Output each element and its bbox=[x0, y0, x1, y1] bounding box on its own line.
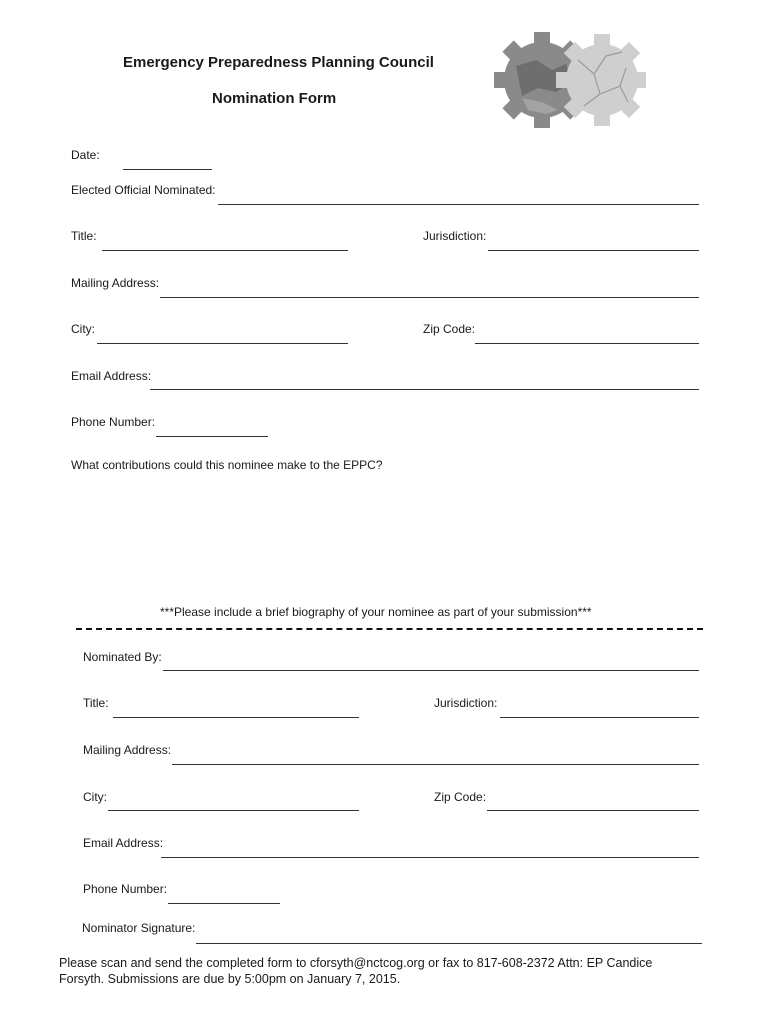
contributions-question: What contributions could this nominee make to the EPPC? bbox=[71, 458, 383, 472]
nominator-zip-code-field[interactable] bbox=[487, 810, 699, 811]
official-nominated-label: Elected Official Nominated: bbox=[71, 183, 216, 197]
nominator-city-field[interactable] bbox=[108, 810, 359, 811]
city-field[interactable] bbox=[97, 343, 348, 344]
official-nominated-field[interactable] bbox=[218, 204, 699, 205]
nominated-by-label: Nominated By: bbox=[83, 650, 162, 664]
form-title: Nomination Form bbox=[212, 90, 337, 107]
email-address-field[interactable] bbox=[150, 389, 699, 390]
submission-instructions-line1: Please scan and send the completed form to cforsyth@nctcog.org or fax to 817-608-2372 Attn: EP Candice bbox=[59, 956, 653, 970]
nominator-title-field[interactable] bbox=[113, 717, 359, 718]
nominator-mailing-address-field[interactable] bbox=[172, 764, 699, 765]
mailing-address-label: Mailing Address: bbox=[71, 276, 160, 290]
nominator-email-address-label: Email Address: bbox=[83, 836, 164, 850]
email-address-label: Email Address: bbox=[71, 369, 152, 383]
gears-logo-icon bbox=[494, 30, 646, 130]
phone-number-label: Phone Number: bbox=[71, 415, 156, 429]
submission-instructions bbox=[59, 955, 699, 987]
jurisdiction-field[interactable] bbox=[488, 250, 699, 251]
title-label: Title: bbox=[71, 229, 97, 243]
jurisdiction-label: Jurisdiction: bbox=[423, 229, 487, 243]
zip-code-label: Zip Code: bbox=[423, 322, 476, 336]
nominator-jurisdiction-label: Jurisdiction: bbox=[434, 696, 498, 710]
title-field[interactable] bbox=[102, 250, 348, 251]
phone-number-field[interactable] bbox=[156, 436, 268, 437]
nominator-title-label: Title: bbox=[83, 696, 109, 710]
nominated-by-field[interactable] bbox=[163, 670, 699, 671]
zip-code-field[interactable] bbox=[475, 343, 699, 344]
section-divider bbox=[76, 628, 703, 630]
nominator-phone-number-label: Phone Number: bbox=[83, 882, 168, 896]
nominator-email-address-field[interactable] bbox=[161, 857, 699, 858]
mailing-address-field[interactable] bbox=[160, 297, 699, 298]
city-label: City: bbox=[71, 322, 95, 336]
date-label: Date: bbox=[71, 148, 100, 162]
nominator-city-label: City: bbox=[83, 790, 107, 804]
date-field[interactable] bbox=[123, 169, 212, 170]
nominator-phone-number-field[interactable] bbox=[168, 903, 280, 904]
nominator-zip-code-label: Zip Code: bbox=[434, 790, 487, 804]
contributions-answer-area[interactable] bbox=[71, 478, 699, 596]
nominator-mailing-address-label: Mailing Address: bbox=[83, 743, 172, 757]
submission-instructions-line2: Forsyth. Submissions are due by 5:00pm on January 7, 2015. bbox=[59, 972, 401, 986]
biography-note: ***Please include a brief biography of your nominee as part of your submission*** bbox=[160, 605, 592, 619]
nominator-signature-field[interactable] bbox=[196, 943, 702, 944]
form-council-title: Emergency Preparedness Planning Council bbox=[123, 54, 434, 71]
nominator-jurisdiction-field[interactable] bbox=[500, 717, 699, 718]
nominator-signature-label: Nominator Signature: bbox=[82, 921, 196, 935]
